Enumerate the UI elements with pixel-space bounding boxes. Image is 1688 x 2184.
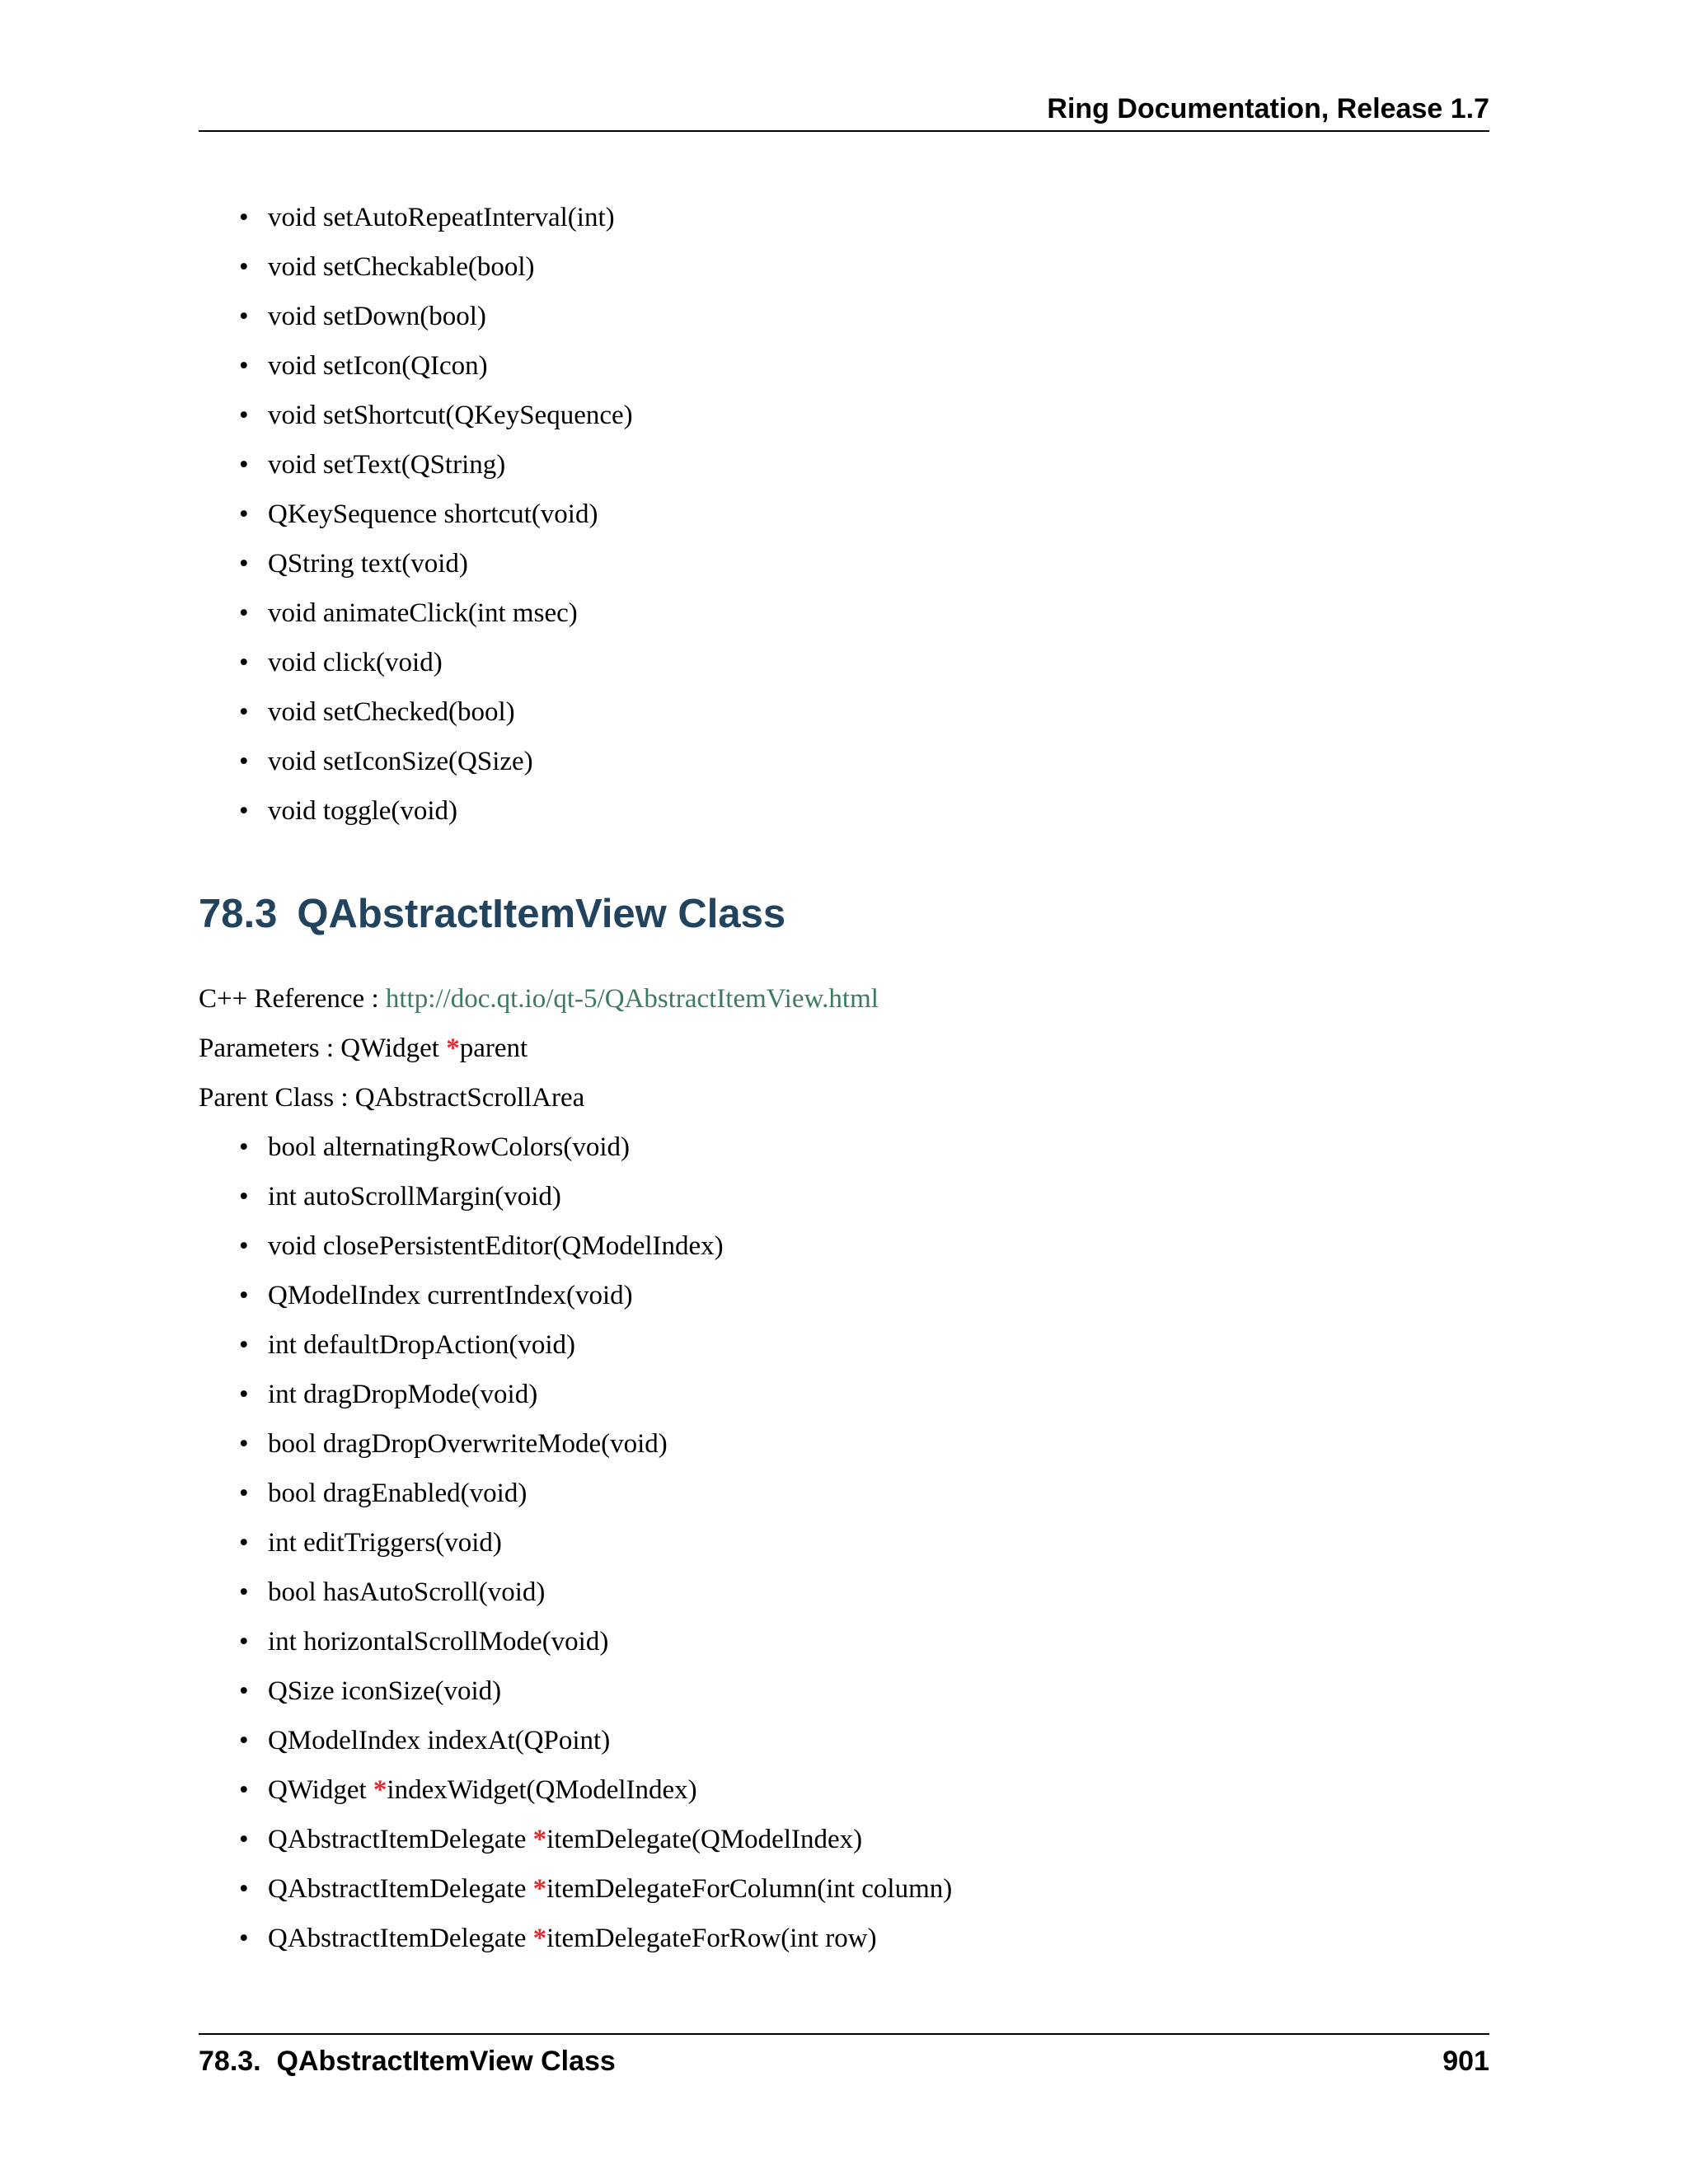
bullet-icon: • <box>239 203 249 232</box>
bullet-icon: • <box>239 1726 249 1755</box>
bullet-icon: • <box>239 351 249 381</box>
method-signature <box>268 1419 668 1469</box>
signature-text: QModelIndex indexAt(QPoint) <box>268 1726 611 1755</box>
bullet-icon: • <box>239 1676 249 1706</box>
page-number: 901 <box>1442 2046 1489 2077</box>
bullet-icon: • <box>239 302 249 331</box>
method-signature <box>268 1716 610 1765</box>
pointer-star: * <box>532 1825 547 1854</box>
method-signature <box>268 1568 545 1617</box>
method-signature <box>268 440 505 490</box>
signature-text: QAbstractItemDelegate <box>268 1924 533 1953</box>
signature-text: void setAutoRepeatInterval(int) <box>268 203 615 232</box>
pointer-star: * <box>373 1775 387 1805</box>
method-signature <box>268 1320 575 1370</box>
method-signature <box>268 1469 527 1518</box>
pointer-star: * <box>532 1874 547 1904</box>
method-signature <box>268 1370 537 1419</box>
signature-text: void setChecked(bool) <box>268 697 515 727</box>
signature-text: void closePersistentEditor(QModelIndex) <box>268 1231 724 1261</box>
method-signature <box>268 341 488 391</box>
parameters-type: QWidget <box>340 1033 447 1063</box>
bullet-icon: • <box>239 648 249 677</box>
method-signature <box>268 1815 862 1864</box>
method-signature <box>268 292 486 341</box>
signature-text: itemDelegateForRow(int row) <box>546 1924 877 1953</box>
signature-text: int editTriggers(void) <box>268 1528 502 1558</box>
signature-text: void setIcon(QIcon) <box>268 351 488 381</box>
bullet-icon: • <box>239 1182 249 1212</box>
parent-class-value: QAbstractScrollArea <box>354 1083 585 1113</box>
section-heading <box>199 884 785 944</box>
signature-text: QModelIndex currentIndex(void) <box>268 1281 633 1310</box>
method-signature <box>268 490 598 539</box>
document-title: Ring Documentation, Release 1.7 <box>1047 93 1489 124</box>
bullet-icon: • <box>239 1281 249 1310</box>
signature-text: bool alternatingRowColors(void) <box>268 1132 631 1162</box>
bullet-icon: • <box>239 499 249 529</box>
signature-text: itemDelegateForColumn(int column) <box>546 1874 953 1904</box>
signature-text: QAbstractItemDelegate <box>268 1825 533 1854</box>
signature-text: void setText(QString) <box>268 450 506 480</box>
signature-text: QString text(void) <box>268 549 468 579</box>
bullet-icon: • <box>239 1775 249 1805</box>
footer-section-title: 78.3. QAbstractItemView Class <box>199 2046 616 2077</box>
signature-text: bool dragEnabled(void) <box>268 1479 528 1508</box>
method-signature <box>268 1221 724 1271</box>
signature-text: void setIconSize(QSize) <box>268 747 533 776</box>
bullet-icon: • <box>239 1330 249 1360</box>
bullet-icon: • <box>239 1380 249 1409</box>
bullet-icon: • <box>239 252 249 282</box>
method-signature <box>268 242 535 292</box>
signature-text: int autoScrollMargin(void) <box>268 1182 561 1212</box>
signature-text: QAbstractItemDelegate <box>268 1874 533 1904</box>
method-signature <box>268 1617 608 1666</box>
bullet-icon: • <box>239 1825 249 1854</box>
signature-text: QSize iconSize(void) <box>268 1676 502 1706</box>
bullet-icon: • <box>239 1874 249 1904</box>
signature-text: indexWidget(QModelIndex) <box>387 1775 697 1805</box>
bullet-icon: • <box>239 1924 249 1953</box>
bullet-icon: • <box>239 1528 249 1558</box>
cpp-reference-line <box>199 974 879 1024</box>
cpp-reference-link[interactable]: http://doc.qt.io/qt-5/QAbstractItemView.html <box>385 984 879 1014</box>
bullet-icon: • <box>239 1231 249 1261</box>
method-signature <box>268 1666 501 1716</box>
bullet-icon: • <box>239 796 249 826</box>
signature-text: void setCheckable(bool) <box>268 252 535 282</box>
signature-text: bool dragDropOverwriteMode(void) <box>268 1429 668 1459</box>
bullet-icon: • <box>239 1627 249 1657</box>
bullet-icon: • <box>239 747 249 776</box>
method-signature <box>268 786 457 836</box>
page-header <box>199 91 1489 132</box>
signature-text: QWidget <box>268 1775 373 1805</box>
parameters-line <box>199 1024 528 1073</box>
method-signature <box>268 1122 630 1172</box>
signature-text: int dragDropMode(void) <box>268 1380 538 1409</box>
method-signature <box>268 1271 633 1320</box>
bullet-icon: • <box>239 1577 249 1607</box>
bullet-icon: • <box>239 401 249 430</box>
bullet-icon: • <box>239 1132 249 1162</box>
parameters-name: parent <box>459 1033 528 1063</box>
signature-text: itemDelegate(QModelIndex) <box>546 1825 863 1854</box>
method-signature <box>268 1518 502 1568</box>
method-signature <box>268 638 443 687</box>
section-number: 78.3 <box>199 892 278 936</box>
signature-text: void toggle(void) <box>268 796 458 826</box>
method-signature <box>268 391 633 440</box>
method-signature <box>268 588 578 638</box>
parameters-label: Parameters : <box>199 1033 341 1063</box>
signature-text: void animateClick(int msec) <box>268 598 578 628</box>
parent-class-line <box>199 1073 584 1122</box>
bullet-icon: • <box>239 450 249 480</box>
bullet-icon: • <box>239 1479 249 1508</box>
method-signature <box>268 1765 697 1815</box>
parent-class-label: Parent Class : <box>199 1083 355 1113</box>
method-signature <box>268 1864 952 1914</box>
pointer-star: * <box>532 1924 547 1953</box>
cpp-reference-label: C++ Reference : <box>199 984 386 1014</box>
bullet-icon: • <box>239 1429 249 1459</box>
method-signature <box>268 1914 877 1963</box>
signature-text: void setShortcut(QKeySequence) <box>268 401 633 430</box>
signature-text: int defaultDropAction(void) <box>268 1330 575 1360</box>
bullet-icon: • <box>239 549 249 579</box>
pointer-star: * <box>446 1033 460 1063</box>
signature-text: int horizontalScrollMode(void) <box>268 1627 609 1657</box>
signature-text: bool hasAutoScroll(void) <box>268 1577 546 1607</box>
signature-text: QKeySequence shortcut(void) <box>268 499 598 529</box>
page-footer <box>199 2033 1489 2084</box>
method-signature <box>268 687 515 737</box>
method-signature <box>268 1172 561 1221</box>
method-signature <box>268 193 615 242</box>
bullet-icon: • <box>239 697 249 727</box>
signature-text: void setDown(bool) <box>268 302 486 331</box>
section-title: QAbstractItemView Class <box>297 892 786 936</box>
method-signature <box>268 539 468 588</box>
bullet-icon: • <box>239 598 249 628</box>
method-signature <box>268 737 533 786</box>
signature-text: void click(void) <box>268 648 443 677</box>
